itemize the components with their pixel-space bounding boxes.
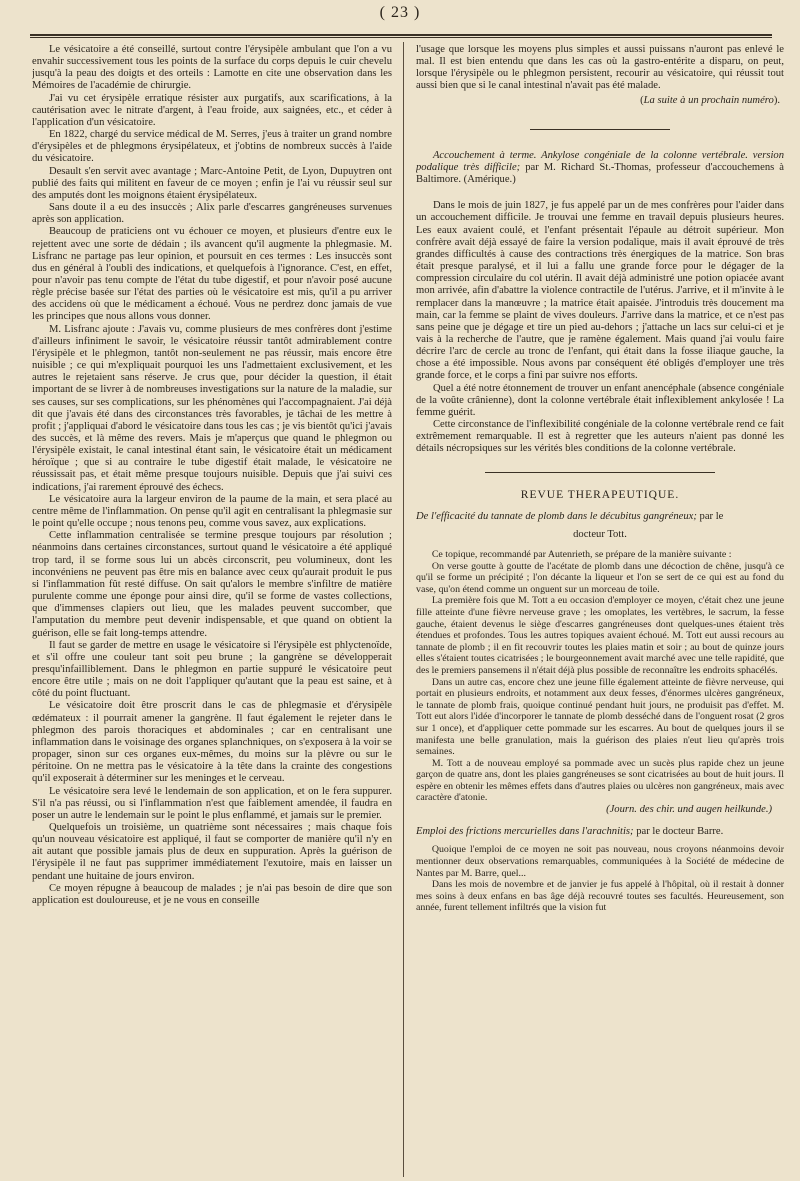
therapeutic-title: De l'efficacité du tannate de plomb dans le décubitus gangréneux; (416, 510, 697, 522)
therapeutic-byline: docteur Tott. (573, 528, 627, 540)
paragraph: J'ai vu cet érysipèle erratique résister aux purgatifs, aux scarifications, à la cautérisation avec le nitrate d'argent, à l'eau froide, aux saignées, etc., et céder à l'application d'un vésicatoire. (32, 92, 392, 128)
article-title: Accouchement à terme. Ankylose congéniale de la colonne vertébrale. version podalique très difficile; (416, 149, 784, 173)
paragraph: Ce moyen répugne à beaucoup de malades ; je n'ai pas besoin de dire que son application est douloureuse, et je ne vous en conseille (32, 882, 392, 906)
paragraph: Le vésicatoire a été conseillé, surtout contre l'érysipèle ambulant que l'on a vu envahir successivement tous les points de la surface du corps depuis le cuir chevelu jusqu'à la peau des doigts et des orteils : Lamotte en cite une observation dans les Mémoires de l'académie de chirurgie. (32, 44, 392, 92)
to-be-continued-note: ( La suite à un prochain numéro ). (416, 95, 780, 107)
paragraph: Le vésicatoire doit être proscrit dans le cas de phlegmasie et d'érysipèle œdémateux : il pourrait amener la gangrène. Il faut également le rejeter dans le phlegmon des parois thoraciques et abdominales ; car en centralisant une inflammation dans le voisinage des organes splanchniques, on s'exposera à la voir se propager, sinon sur ces organes eux-mêmes, du moins sur la plèvre ou sur le péritoine. On ne mettra pas le vésicatoire à la tête dans la crainte des congestions qu'il exposerait à déterminer sur les meninges et le cerveau. (32, 700, 392, 785)
paragraph: Dans les mois de novembre et de janvier je fus appelé à l'hôpital, où il restait à donner mes soins à deux enfans en bas âge déjà recouvré toutes ses facultés. Heureusement, son année, furent tellement infiltrés que la vision fut (416, 879, 784, 914)
page-number: ( 23 ) (379, 4, 421, 21)
paragraph: Dans le mois de juin 1827, je fus appelé par un de mes confrères pour l'aider dans un accouchement difficile. Je trouvai une femme en travail depuis plusieurs heures. Les eaux avaient coulé, et l'enfant présentait l'épaule au détroit supérieur. Mon confrère avait déjà essayé de faire la version podalique, mais il avait éprouvé de très grandes difficultés à cause des contractions très énergiques de la matrice. Son bras était presque paralysé, et il lui a fallu une grande force pour le dégager de la compression circulaire du col utérin. Il avait déjà administré une potion opiacée avant mon arrivée, afin d'abattre la violence contractile de l'utérus. J'arrive, et il m'invite à le remplacer dans la manœuvre ; la matrice était apaisée. J'introduis très doucement ma main, car la femme se plaint de vives douleurs. J'arrive dans la matrice, et ce n'est pas sans peine que je dégage et tire un pied au-dehors ; j'attache un lacs sur celui-ci et je vais à la recherche de l'autre, que je ramène également. Mais quand j'ai voulu faire décrire l'arc de cercle au tronc de l'enfant, qui était dans la fosse iliaque gauche, la chose a été impossible. Nous avons par conséquent été obligés d'employer une très grande force, et le corps a fini par suivre nos efforts. (416, 200, 784, 382)
paragraph: Il faut se garder de mettre en usage le vésicatoire si l'érysipèle est phlyctenoïde, et s'il offre une couleur tant soit peu brune ; la gangrène se développerait presqu'infailliblement. Dans le phlegmon en partie suppuré le vésicatoire peut encore être utile ; mais on ne doit l'appliquer qu'autant que la peau est saine, et à côté du point fluctuant. (32, 639, 392, 700)
therapeutic-title-rest: par le (696, 510, 724, 522)
paragraph: Cette circonstance de l'inflexibilité congéniale de la colonne vertébrale rend ce fait extrêmement remarquable. Il est à regretter que les auteurs n'aient pas donné les détails nécropsiques sur les vérités bles conditions de la colonne vertébrale. (416, 419, 784, 455)
paragraph: Quel a été notre étonnement de trouver un enfant anencéphale (absence congéniale de la voûte crânienne), dont la colonne vertébrale était inflexiblement ankylosée ! La femme guérit. (416, 382, 784, 418)
paragraph: Beaucoup de praticiens ont vu échouer ce moyen, et plusieurs d'entre eux le rejettent avec une sorte de dédain ; ils avancent qu'il augmente la phlegmasie. M. Lisfranc ne partage pas leur opinion, et poursuit en ces termes : Les insuccès sont dus en général à l'oubli des indications, et quelquefois à l'ignorance. C'est, en effet, pour n'avoir pas tenu compte de l'état du tube digestif, et pour n'avoir posé aucune règle précise basée sur l'état des parties où le vésicatoire est mis, qu'il a pu arriver des accidens où que le médicament a échoué. Vous ne perdrez donc jamais de vue les principes que nous allons vous donner. (32, 226, 392, 323)
paragraph: Desault s'en servit avec avantage ; Marc-Antoine Petit, de Lyon, Dupuytren ont publié des faits qui militent en faveur de ce moyen ; enfin je l'ai vu réussir seul sur des amputés dont les moignons étaient érysipélateux. (32, 165, 392, 201)
article-heading (416, 150, 784, 186)
paragraph: Ce topique, recommandé par Autenrieth, se prépare de la manière suivante : (431, 549, 732, 560)
therapeutic-title-rest: par le docteur Barre. (633, 826, 724, 838)
paragraph: Cette inflammation centralisée se termine presque toujours par résolution ; néanmoins dans certaines circonstances, surtout quand le vésicatoire a été appliqué trop tard, il se forme sous lui un abcès circonscrit, peu volumineux, dont les inconvéniens ne peuvent pas être mis en balance avec ceux qu'aurait produit le pus si l'inflammation fût resté diffuse. On sait qu'alors le membre s'infiltre de matière purulente comme une éponge pour ainsi dire, qu'il se forme de vastes collections, que d'immenses clapiers out lieu, que les malades peuvent succomber, que l'amputation du membre peut devenir indispensable, et que quand on obtient la guérison, elle se fait long-temps attendre. (32, 530, 392, 639)
paragraph: Le vésicatoire aura la largeur environ de la paume de la main, et sera placé au centre même de l'inflammation. On pense qu'il agit en centralisant la phlegmasie sur le point qu'elle occupe ; nous tenons peu, comme vous savez, aux explications. (32, 493, 392, 530)
therapeutic-body (416, 844, 784, 914)
therapeutic-heading (416, 826, 784, 838)
right-column (416, 44, 784, 1179)
left-column (32, 44, 392, 1179)
therapeutic-body (416, 549, 784, 804)
paragraph: La première fois que M. Tott a eu occasion d'employer ce moyen, c'était chez une jeune fille atteinte d'une fièvre nerveuse grave ; les omoplates, les vertèbres, le sacrum, la fesse gauche, étaient devenus le siège d'escarres gangréneuses dont quelques-unes étaient très étendues et profondes. Tous les autres topiques avaient échoué. M. Tott eut aussi recours au tannate de plomb ; il en fit recouvrir toutes les plaies matin et soir ; au bout de quinze jours elles s'étaient toutes cicatrisées ; le bourgeonnement avait marché avec une telle rapidité, que des le premiers pansemens il n'était déjà plus possible de reconnaître les endroits sphacélés. (416, 595, 784, 676)
section-title: REVUE THERAPEUTIQUE. (520, 488, 680, 501)
paragraph: Quoique l'emploi de ce moyen ne soit pas nouveau, nous croyons néanmoins devoir mentionner deux observations remarquables, communiquées à la Société de médecine de Nantes par M. Barre, quel... (416, 844, 784, 879)
continuation-paragraph: l'usage que lorsque les moyens plus simples et aussi puissans n'auront pas enlevé le mal. Il est bien entendu que dans les cas où la gastro-entérite a disparu, on peut, lorsque l'érysipèle ou le phlegmon persistent, recourir au vésicatoire, qui réussit tout aussi bien que si le canal intestinal n'avait pas été malade. (416, 44, 784, 92)
header-rule (30, 34, 772, 38)
separator-rule (485, 472, 715, 473)
separator-rule (530, 129, 670, 130)
article-author: par M. Richard St.-Thomas, professeur d'accouchemens à Baltimore. (Amérique.) (416, 161, 784, 186)
paragraph: Quelquefois un troisième, un quatrième sont nécessaires ; mais chaque fois qu'un nouveau vésicatoire est appliqué, il faut se comporter de manière qu'il n'y en ait autant que possible jamais plus de deux en suppuration. Après la guérison de l'érysipèle il ne faut pas supprimer immédiatement l'exutoire, mais en laisser un pendant une huitaine de jours environ. (32, 822, 392, 882)
therapeutic-heading (416, 511, 784, 523)
paragraph: En 1822, chargé du service médical de M. Serres, j'eus à traiter un grand nombre d'érysipèles et de phlegmons érysipélateux, et j'obtins de nombreux succès à l'aide du vésicatoire. (32, 129, 392, 165)
therapeutic-title: Emploi des frictions mercurielles dans l'arachnitis; (416, 826, 634, 838)
paragraph: Sans doute il a eu des insuccès ; Alix parle d'escarres gangréneuses survenues après son application. (32, 202, 392, 226)
column-divider (403, 42, 404, 1177)
source-citation: (Journ. des chir. und augen heilkunde.) (606, 804, 772, 816)
paragraph: Dans un autre cas, encore chez une jeune fille également atteinte de fièvre nerveuse, qui portait en plusieurs endroits, et notamment aux deux fesses, d'énormes ulcères gangréneux, le tannate de plomb frais, quoique continué pendant huit jours, ne produisit pas d'effet. M. Tott eut alors l'idée d'incorporer le tannate de plomb desséché dans de l'onguent rosat (2 gros sur 1 once), et d'appliquer cette pommade sur les escarres. Au bout de quelques jours il se manifesta une belle granulation, mais la guérison des plaies n'eut lieu qu'après trois semaines. (416, 676, 784, 758)
paragraph: Le vésicatoire sera levé le lendemain de son application, et on le fera suppurer. S'il n'a pas réussi, ou si l'inflammation n'est que faiblement amendée, il faudra en poser un autre le lendemain sur le point le plus enflammé, et jamais sur le premier. (32, 785, 392, 821)
paragraph: M. Lisfranc ajoute : J'avais vu, comme plusieurs de mes confrères dont j'estime d'ailleurs infiniment le savoir, le vésicatoire réussir tantôt admirablement contre l'érysipèle et le phlegmon, tantôt non-seulement ne pas réussir, mais encore être nuisible ; ce qui m'expliquait pourquoi les uns l'admettaient exclusivement, et les autres le rejetaient sans réserve. Je crus que, pour décider la question, il était important de se livrer à de nombreuses investigations sur la nature de la maladie, sur ses causes, sur ses complications, sur les phénomènes qui l'accompagnaient. J'ai déjà dit que j'avais été dans des circonstances très favorables, je tâchai de les mettre à profit ; j'appliquai d'abord le vésicatoire dans tous les cas ; je vis bientôt qu'ici j'avais des succès, et là même des revers. Mais je m'aperçus que quand le phlegmon ou l'érysipèle existait, le canal intestinal étant sain, le vésicatoire était un médicament héroïque ; que si au contraire le tube digestif était malade, le vésicatoire ne réussissait pas, et était même presque toujours nuisible. Depuis que j'ai suivi ces indications, j'ai rarement éprouvé des échecs. (32, 323, 392, 493)
paragraph: On verse goutte à goutte de l'acétate de plomb dans une décoction de chêne, jusqu'à ce qu'il se forme un précipité ; l'on décante la liqueur et l'on se sert de ce qui est au fond du vase, qu'on étend comme un onguent sur un morceau de toile. (416, 560, 784, 595)
paragraph: M. Tott a de nouveau employé sa pommade avec un sucès plus rapide chez un jeune garçon de quatre ans, dont les plaies gangréneuses se sont cicatrisées au bout de huit jours. Il espère en obtenir les mêmes effets dans d'autres plaies ou ulcères non gangréneux, mais avec caractère d'atonie. (416, 757, 784, 804)
